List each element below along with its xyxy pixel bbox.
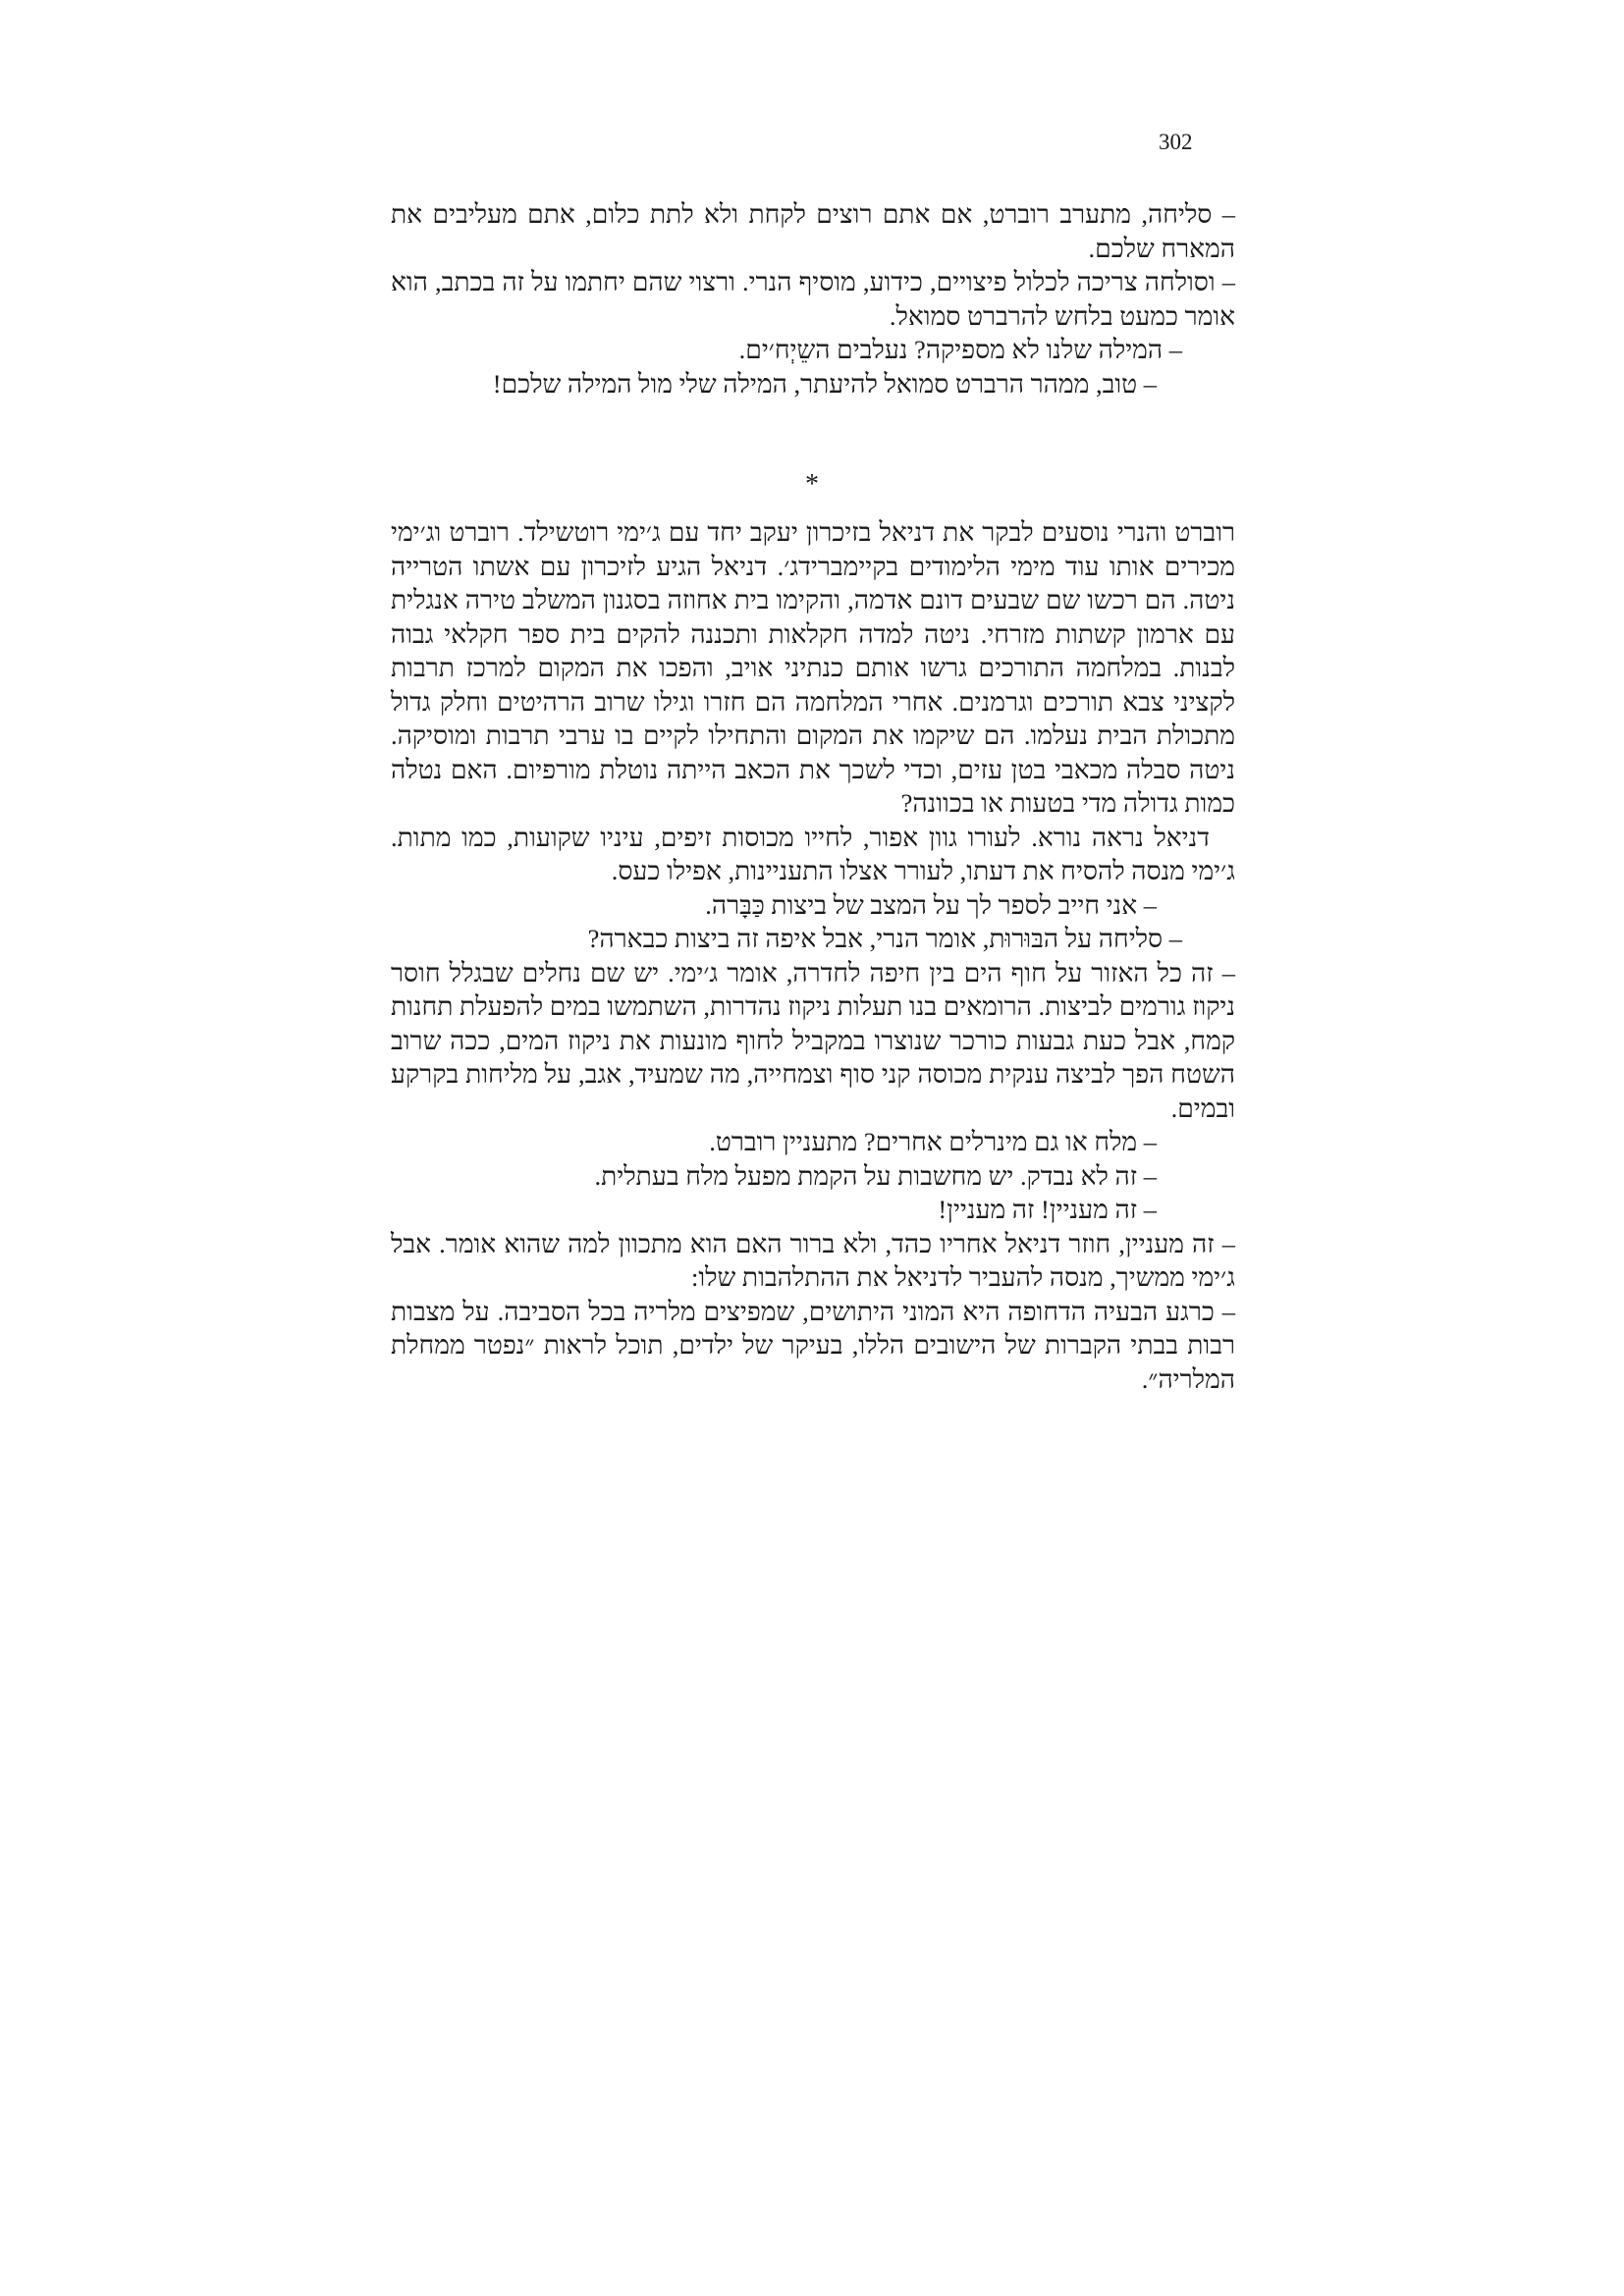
dialogue-paragraph: – זה לא נבדק. יש מחשבות על הקמת מפעל מלח בעתלית. [594,1160,1157,1191]
dialogue-paragraph: – סליחה, מתערב רוברט, אם אתם רוצים לקחת ולא לתת כלום, אתם מעליבים את המארח שלכם. [391,199,1235,263]
dialogue-paragraph: – זה מעניין! זה מעניין! [938,1195,1157,1224]
text-block-dialogue-1 [391,197,1235,400]
body-paragraph: רוברט והנרי נוסעים לבקר את דניאל בזיכרון יעקב יחד עם ג׳ימי רוטשילד. רוברט וג׳ימי מכירים אותו עוד מימי הלימודים בקיימברידג׳. דניאל הגיע לזיכרון עם אשתו הטרייה ניטה. הם רכשו שם שבעים דונם אדמה, והקימו בית אחוזה בסגנון המשלב טירה אנגלית עם ארמון קשתות מזרחי. ניטה למדה חקלאות ותכננה להקים בית ספר חקלאי גבוה לבנות. במלחמה התורכים גרשו אותם כנתיני אויב, והפכו את המקום למרכז תרבות לקציני צבא תורכים וגרמנים. אחרי המלחמה הם חזרו וגילו שרוב הרהיטים וחלק גדול מתכולת הבית נעלמו. הם שיקמו את המקום והתחילו לקיים בו ערבי תרבות ומוסיקה. ניטה סבלה מכאבי בטן עזים, וכדי לשכך את הכאב הייתה נוטלת מורפיום. האם נטלה כמות גדולה מדי בטעות או בכוונה? [391,517,1235,818]
dialogue-paragraph: – סליחה על הבּוּרוּת, אומר הנרי, אבל איפה זה ביצות כבארה? [587,924,1182,953]
dialogue-paragraph: – מלח או גם מינרלים אחרים? מתעניין רוברט. [709,1127,1157,1156]
dialogue-paragraph: – אני חייב לספר לך על המצב של ביצות כַּבָּרה. [705,889,1157,920]
dialogue-paragraph: – המילה שלנו לא מספיקה? נעלבים השֵיְח׳ים. [738,335,1182,364]
dialogue-paragraph: – זה מעניין, חוזר דניאל אחריו כהד, ולא ברור האם הוא מתכוון למה שהוא אומר. אבל ג׳ימי ממשיך, מנסה להעביר לדניאל את ההתלהבות שלו: [391,1228,1235,1292]
section-separator: * [805,469,819,500]
dialogue-paragraph: – כרגע הבעיה הדחופה היא המוני היתושים, שמפיצים מלריה בכל הסביבה. על מצבות רבות בבתי הקברות של הישובים הללו, בעיקר של ילדים, תוכל לראות ״נפטר ממחלת המלריה״. [391,1296,1235,1394]
page-number: 302 [1159,130,1193,154]
body-paragraph: דניאל נראה נורא. לעורו גוון אפור, לחייו מכוסות זיפים, עיניו שקועות, כמו מתות. ג׳ימי מנסה להסיח את דעתו, לעורר אצלו התעניינות, אפילו כעס. [391,822,1235,885]
dialogue-paragraph: – זה כל האזור על חוף הים בין חיפה לחדרה, אומר ג׳ימי. יש שם נחלים שבגלל חוסר ניקוז גורמים לביצות. הרומאים בנו תעלות ניקוז נהדרות, השתמשו במים להפעלת תחנות קמח, אבל כעת גבעות כורכר שנוצרו במקביל לחוף מונעות את ניקוז המים, ככה שרוב השטח הפך לביצה ענקית מכוסה קני סוף וצמחייה, מה שמעיד, אגב, על מליחות בקרקע ובמים. [391,957,1235,1123]
dialogue-paragraph: – טוב, ממהר הרברט סמואל להיעתר, המילה שלי מול המילה שלכם! [492,368,1157,399]
text-block-main [391,515,1235,1396]
dialogue-paragraph: – וסולחה צריכה לכלול פיצויים, כידוע, מוסיף הנרי. ורצוי שהם יחתמו על זה בכתב, הוא אומר כמעט בלחש להרברט סמואל. [391,267,1235,331]
